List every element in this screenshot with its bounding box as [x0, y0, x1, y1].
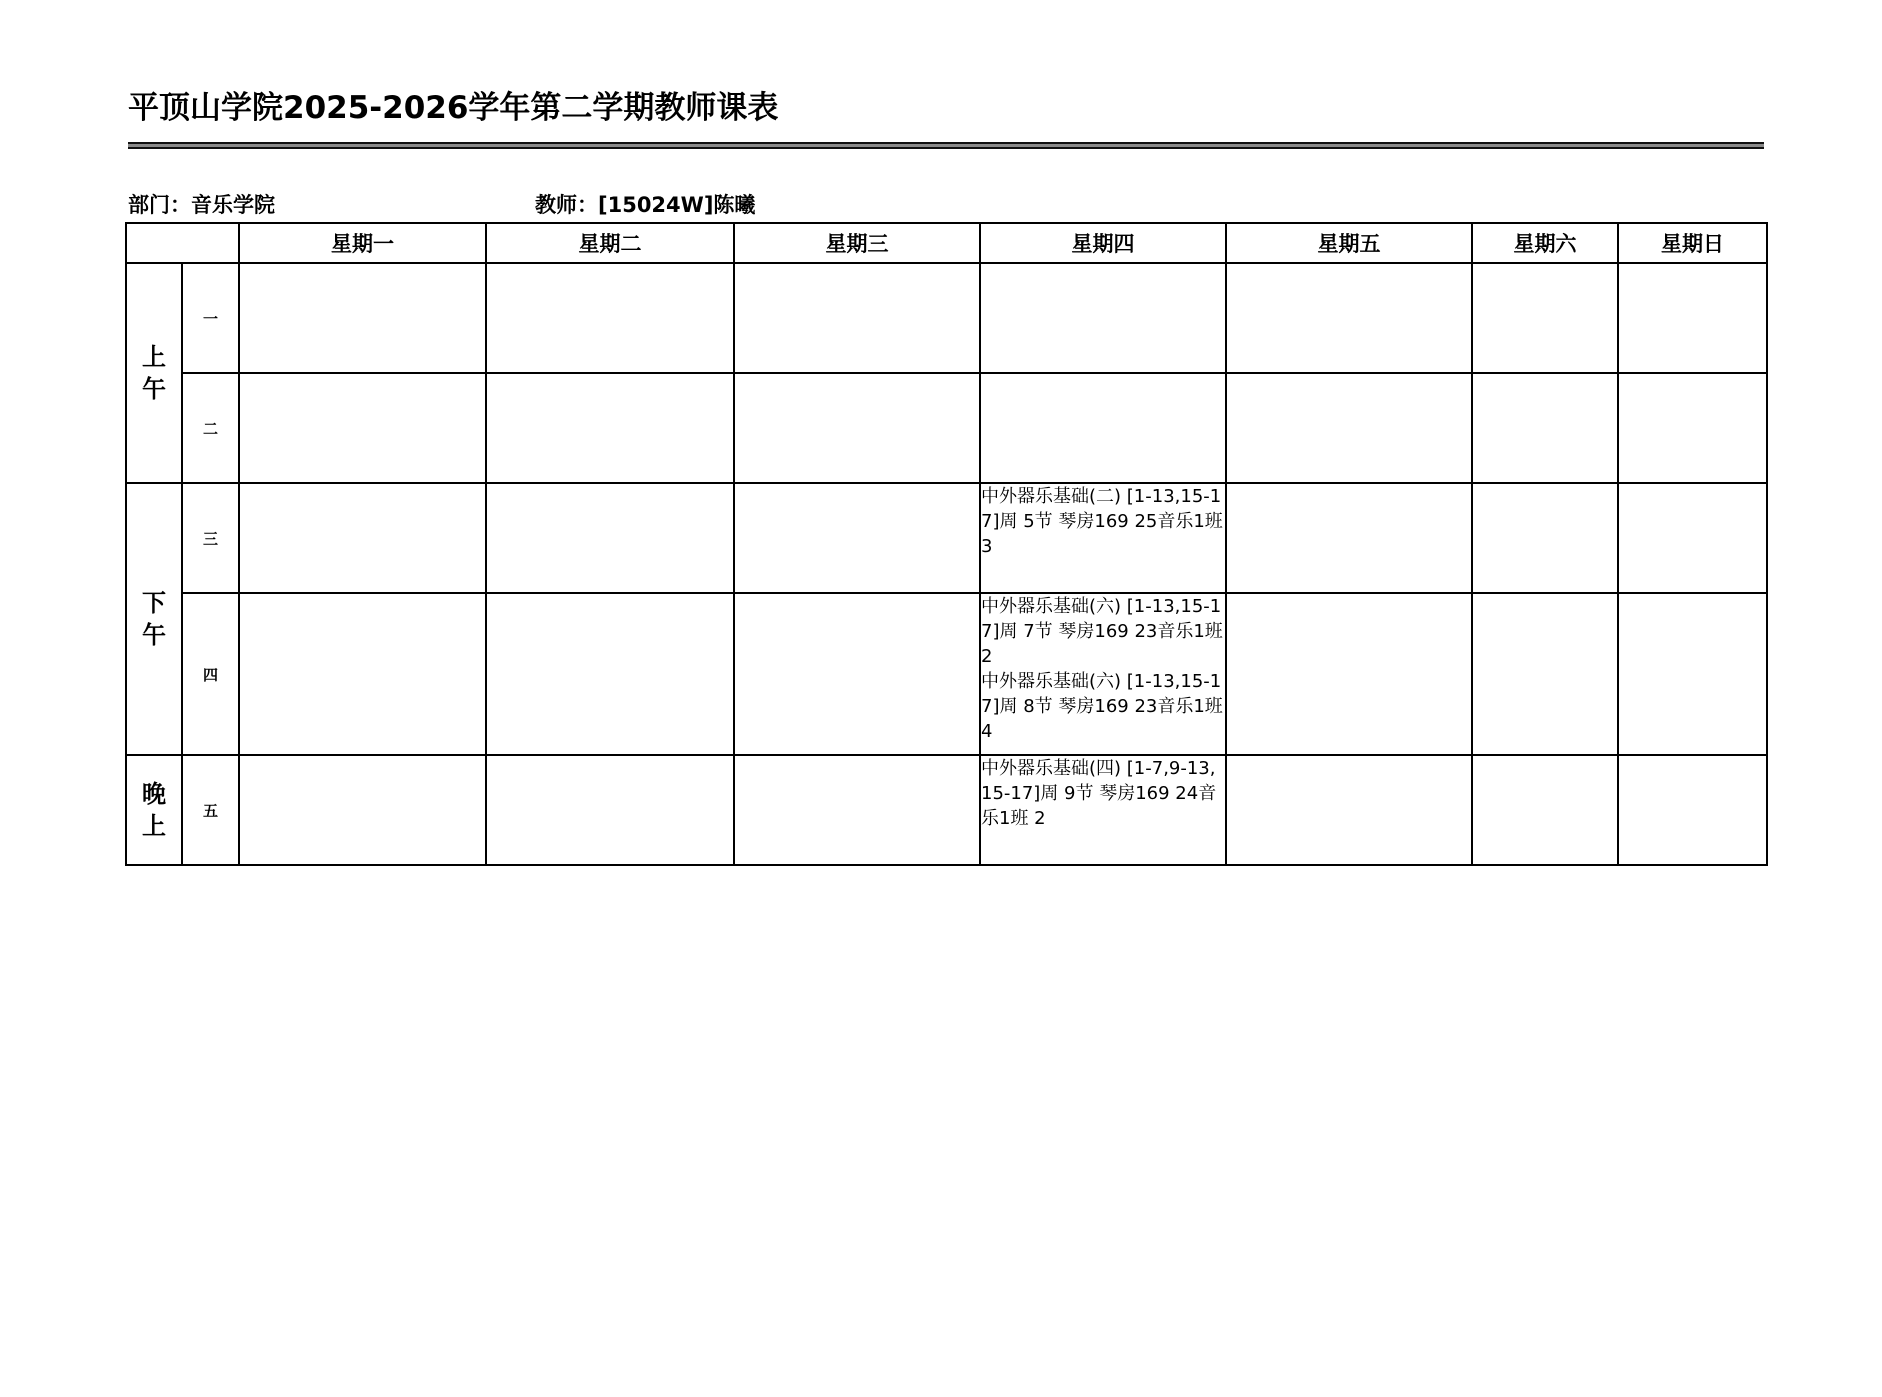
course-entry: 中外器乐基础(四) [1-7,9-13,15-17]周 9节 琴房169 24音乐1班 2 — [981, 758, 1217, 829]
period-label: 上 — [142, 343, 166, 371]
period-label: 午 — [142, 621, 166, 649]
title-divider — [128, 142, 1764, 149]
day-header-wed: 星期三 — [734, 223, 980, 263]
course-entry: 中外器乐基础(二) [1-13,15-17]周 5节 琴房169 25音乐1班 3 — [981, 486, 1223, 557]
cell-sun-1 — [1618, 263, 1767, 373]
period-label: 晚 — [142, 780, 166, 808]
cell-fri-1 — [1226, 263, 1472, 373]
day-header-tue: 星期二 — [486, 223, 734, 263]
cell-fri-5 — [1226, 755, 1472, 865]
cell-fri-2 — [1226, 373, 1472, 483]
slot-label: 一 — [182, 263, 239, 373]
table-row — [126, 373, 1767, 483]
course-entry: 中外器乐基础(六) [1-13,15-17]周 7节 琴房169 23音乐1班 2 — [981, 596, 1223, 667]
table-row — [126, 483, 1767, 593]
period-evening — [126, 755, 182, 865]
day-header-sun: 星期日 — [1618, 223, 1767, 263]
slot-label: 三 — [182, 483, 239, 593]
cell-mon-2 — [239, 373, 486, 483]
cell-wed-4 — [734, 593, 980, 755]
cell-thu-5 — [980, 755, 1226, 865]
cell-tue-2 — [486, 373, 734, 483]
table-row — [126, 593, 1767, 755]
teacher-label: 教师：[15024W]陈曦 — [535, 193, 756, 217]
department-label: 部门：音乐学院 — [128, 193, 275, 217]
cell-wed-1 — [734, 263, 980, 373]
cell-sun-3 — [1618, 483, 1767, 593]
day-header-fri: 星期五 — [1226, 223, 1472, 263]
cell-thu-1 — [980, 263, 1226, 373]
cell-mon-4 — [239, 593, 486, 755]
header-corner — [126, 223, 239, 263]
slot-label: 二 — [182, 373, 239, 483]
cell-sat-5 — [1472, 755, 1618, 865]
cell-tue-3 — [486, 483, 734, 593]
slot-label: 五 — [182, 755, 239, 865]
cell-tue-4 — [486, 593, 734, 755]
cell-wed-3 — [734, 483, 980, 593]
cell-sat-3 — [1472, 483, 1618, 593]
cell-tue-5 — [486, 755, 734, 865]
day-header-thu: 星期四 — [980, 223, 1226, 263]
cell-sun-5 — [1618, 755, 1767, 865]
cell-mon-1 — [239, 263, 486, 373]
slot-label: 四 — [182, 593, 239, 755]
cell-sun-2 — [1618, 373, 1767, 483]
cell-fri-3 — [1226, 483, 1472, 593]
period-label: 下 — [142, 589, 166, 617]
cell-thu-2 — [980, 373, 1226, 483]
period-morning — [126, 263, 182, 483]
course-entry: 中外器乐基础(六) [1-13,15-17]周 8节 琴房169 23音乐1班 4 — [981, 671, 1223, 742]
page-title: 平顶山学院2025-2026学年第二学期教师课表 — [128, 90, 779, 126]
cell-sun-4 — [1618, 593, 1767, 755]
cell-mon-3 — [239, 483, 486, 593]
table-row — [126, 263, 1767, 373]
table-row — [126, 755, 1767, 865]
cell-sat-4 — [1472, 593, 1618, 755]
cell-tue-1 — [486, 263, 734, 373]
header-row — [126, 223, 1767, 263]
cell-mon-5 — [239, 755, 486, 865]
cell-thu-4 — [980, 593, 1226, 755]
cell-fri-4 — [1226, 593, 1472, 755]
day-header-sat: 星期六 — [1472, 223, 1618, 263]
period-label: 午 — [142, 375, 166, 403]
schedule-table — [125, 222, 1768, 866]
period-afternoon — [126, 483, 182, 755]
cell-wed-2 — [734, 373, 980, 483]
cell-thu-3 — [980, 483, 1226, 593]
cell-wed-5 — [734, 755, 980, 865]
cell-sat-1 — [1472, 263, 1618, 373]
day-header-mon: 星期一 — [239, 223, 486, 263]
period-label: 上 — [142, 812, 166, 840]
cell-sat-2 — [1472, 373, 1618, 483]
